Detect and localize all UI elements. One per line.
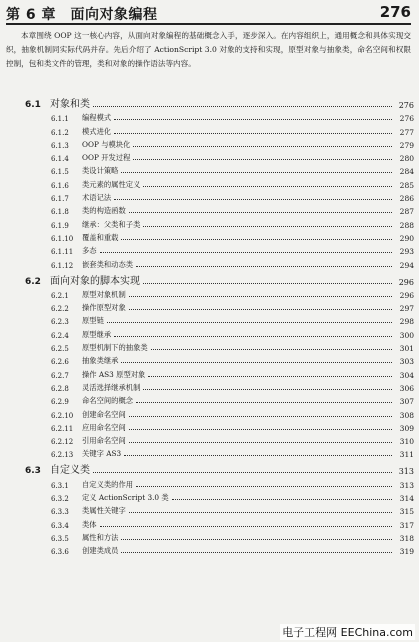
toc-number: 6.2.6 [51,358,69,367]
leader-dots [93,472,392,473]
leader-dots [151,349,392,350]
toc-number: 6.2.12 [51,438,74,447]
leader-dots [129,309,392,310]
toc-title: OOP 开发过程 [82,153,131,163]
toc-title: 面向对象的脚本实现 [50,275,140,287]
toc-page-number: 318 [399,533,414,543]
toc-title: 编程模式 [82,113,112,123]
toc-entry-row[interactable] [0,176,419,189]
toc-entry-row[interactable] [0,530,419,543]
toc-page-number: 298 [399,317,414,327]
toc-title: 类体 [82,519,97,529]
leader-dots [121,172,392,173]
leader-dots [114,119,392,120]
chapter-title: 第 6 章 面向对象编程 [6,7,158,23]
toc-number: 6.1.7 [51,195,69,204]
leader-dots [129,212,392,213]
toc-entry-row[interactable] [0,543,419,556]
leader-dots [114,336,392,337]
leader-dots [148,376,392,377]
toc-entry-row[interactable] [0,340,419,353]
toc-title: 关键字 AS3 [82,449,122,459]
toc-page-number: 279 [399,140,414,150]
toc-page-number: 288 [399,220,414,230]
toc-page-number: 294 [399,260,414,270]
toc-entry-row[interactable] [0,163,419,176]
toc-entry-row[interactable] [0,190,419,203]
toc-title: OOP 与模块化 [82,139,131,149]
toc-entry-row[interactable] [0,490,419,503]
toc-page-number: 314 [399,494,414,504]
toc-title: 自定义类的作用 [82,479,134,489]
toc-entry-row[interactable] [0,446,419,459]
toc-page-number: 315 [399,507,414,517]
toc-entry-row[interactable] [0,326,419,339]
toc-number: 6.1.5 [51,168,69,177]
leader-dots [129,296,392,297]
leader-dots [121,552,392,553]
toc-number: 6.1.6 [51,181,69,190]
toc-page-number: 313 [398,467,414,477]
toc-entry-row[interactable] [0,137,419,150]
toc-title: 创建类成员 [82,546,119,556]
watermark: 电子工程网 EEChina.com [282,626,413,639]
leader-dots [114,133,392,134]
leader-dots [93,106,392,107]
toc-number: 6.3.3 [51,508,69,517]
toc-entry-row[interactable] [0,110,419,123]
toc-title: 属性和方法 [82,532,119,542]
toc-section-row[interactable] [0,270,419,287]
toc-page-number: 307 [399,397,414,407]
chapter-header [6,3,411,25]
toc-title: 命名空间的概念 [82,396,134,406]
toc-entry-row[interactable] [0,123,419,136]
leader-dots [143,389,392,390]
toc-page-number: 309 [399,423,414,433]
toc-section-row[interactable] [0,93,419,110]
leader-dots [136,486,392,487]
leader-dots [121,539,392,540]
leader-dots [121,362,392,363]
toc-page-number: 308 [399,410,414,420]
toc-entry-row[interactable] [0,516,419,529]
toc-entry-row[interactable] [0,420,419,433]
toc-entry-row[interactable] [0,433,419,446]
toc-page-number: 317 [399,520,414,530]
toc-title: 自定义类 [50,465,90,477]
toc-title: 抽象类继承 [82,356,119,366]
toc-page-number: 311 [399,450,414,460]
toc-entry-row[interactable] [0,393,419,406]
toc-section-row[interactable] [0,459,419,476]
toc-page-number: 284 [399,167,414,177]
toc-title: 对象和类 [50,99,90,110]
leader-dots [129,512,392,513]
leader-dots [107,322,392,323]
toc-title: 定义 ActionScript 3.0 类 [82,493,169,503]
toc-entry-row[interactable] [0,503,419,516]
toc-title: 类的构造函数 [82,206,126,216]
toc-title: 操作原型对象 [82,303,126,313]
toc-entry-row[interactable] [0,476,419,489]
toc-number: 6.1.4 [51,155,69,164]
toc-entry-row[interactable] [0,406,419,419]
toc-title: 类属性关键字 [82,506,126,516]
toc-number: 6.2.2 [51,305,69,314]
toc-title: 继承：父类和子类 [82,219,141,229]
toc-title: 原型链 [82,316,104,326]
toc-entry-row[interactable] [0,380,419,393]
toc-title: 类元素的属性定义 [82,179,141,189]
chapter-intro: 本章围绕 OOP 这一核心内容，从面向对象编程的基础概念入手，逐步深入。在内容组织上，通用概念和具体实现交织，抽象机制同实际代码并存。先后介绍了 ActionScript 3.0 对象的支持和实现，原型对象与抽象类，命名空间和权限控制，包和类文件的管理，类和对象的操作语法等内容。 [6,31,411,68]
toc-page-number: 304 [399,370,414,380]
toc-number: 6.3 [25,466,41,477]
toc-title: 原型对象机制 [82,289,126,299]
toc-number: 6.2.8 [51,384,69,393]
toc-entry-row[interactable] [0,216,419,229]
toc-number: 6.1.3 [51,141,69,150]
leader-dots [143,226,392,227]
toc-page-number: 296 [399,290,414,300]
toc-number: 6.2.13 [51,451,74,460]
leader-dots [100,526,392,527]
toc-page-number: 306 [399,383,414,393]
toc-number: 6.2.9 [51,398,69,407]
leader-dots [136,266,392,267]
toc-number: 6.1.1 [51,115,69,124]
leader-dots [143,283,392,284]
toc-entry-row[interactable] [0,243,419,256]
toc-entry-row[interactable] [0,256,419,269]
toc-page-number: 300 [399,330,414,340]
toc-page-number: 310 [399,437,414,447]
toc-number: 6.3.6 [51,548,69,557]
toc-number: 6.1.9 [51,221,69,230]
toc-title: 灵活选择继承机制 [82,382,141,392]
toc-number: 6.2.1 [51,291,69,300]
toc-title: 多态 [82,246,97,256]
toc-page-number: 319 [399,547,414,557]
toc-number: 6.2.4 [51,331,69,340]
toc-number: 6.3.2 [51,495,69,504]
toc-entry-row[interactable] [0,313,419,326]
toc-page-number: 287 [399,207,414,217]
toc-number: 6.2.7 [51,371,69,380]
toc-page-number: 290 [399,233,414,243]
leader-dots [100,252,392,253]
toc-entry-row[interactable] [0,300,419,313]
toc-title: 创建命名空间 [82,409,126,419]
toc-page-number: 293 [399,247,414,257]
toc-page-number: 296 [398,277,414,287]
toc-page-number: 301 [399,344,414,354]
toc-number: 6.1.8 [51,208,69,217]
leader-dots [121,239,392,240]
toc-page-number: 280 [399,154,414,164]
toc-page-number: 276 [398,101,414,110]
toc-page-number: 277 [399,127,414,137]
toc-page-number: 286 [399,194,414,204]
leader-dots [114,199,392,200]
toc-title: 操作 AS3 原型对象 [82,369,146,379]
toc-page-number: 297 [399,304,414,314]
toc-number: 6.2.3 [51,318,69,327]
toc-title: 类设计策略 [82,166,119,176]
toc-entry-row[interactable] [0,353,419,366]
toc-title: 模式进化 [82,126,112,136]
toc-title: 原型继承 [82,329,112,339]
toc-number: 6.1.2 [51,128,69,137]
toc-number: 6.1 [25,100,41,110]
leader-dots [129,429,392,430]
toc-number: 6.2.11 [51,424,74,433]
toc-title: 嵌套类和动态类 [82,259,134,269]
leader-dots [143,186,392,187]
toc-page-number: 313 [399,480,414,490]
page-number: 276 [379,3,411,21]
toc-title: 覆盖和重载 [82,232,119,242]
toc-entry-row[interactable] [0,366,419,379]
table-of-contents [0,93,419,556]
leader-dots [129,416,392,417]
toc-entry-row[interactable] [0,203,419,216]
toc-entry-row[interactable] [0,150,419,163]
toc-number: 6.1.12 [51,261,74,270]
leader-dots [133,159,392,160]
toc-number: 6.3.1 [51,481,69,490]
toc-title: 术语记法 [82,193,112,203]
toc-number: 6.3.4 [51,521,69,530]
leader-dots [172,499,392,500]
leader-dots [136,402,392,403]
toc-number: 6.1.10 [51,234,74,243]
toc-number: 6.1.11 [51,248,74,257]
toc-page-number: 285 [399,180,414,190]
toc-number: 6.2 [25,276,41,287]
toc-entry-row[interactable] [0,230,419,243]
toc-entry-row[interactable] [0,287,419,300]
toc-number: 6.2.5 [51,345,69,354]
toc-number: 6.3.5 [51,534,69,543]
leader-dots [133,146,392,147]
toc-title: 引用命名空间 [82,436,126,446]
toc-title: 原型机制下的抽象类 [82,343,148,353]
toc-page-number: 303 [399,357,414,367]
toc-title: 应用命名空间 [82,422,126,432]
leader-dots [124,455,392,456]
leader-dots [129,442,392,443]
toc-number: 6.2.10 [51,411,74,420]
toc-page-number: 276 [399,114,414,124]
